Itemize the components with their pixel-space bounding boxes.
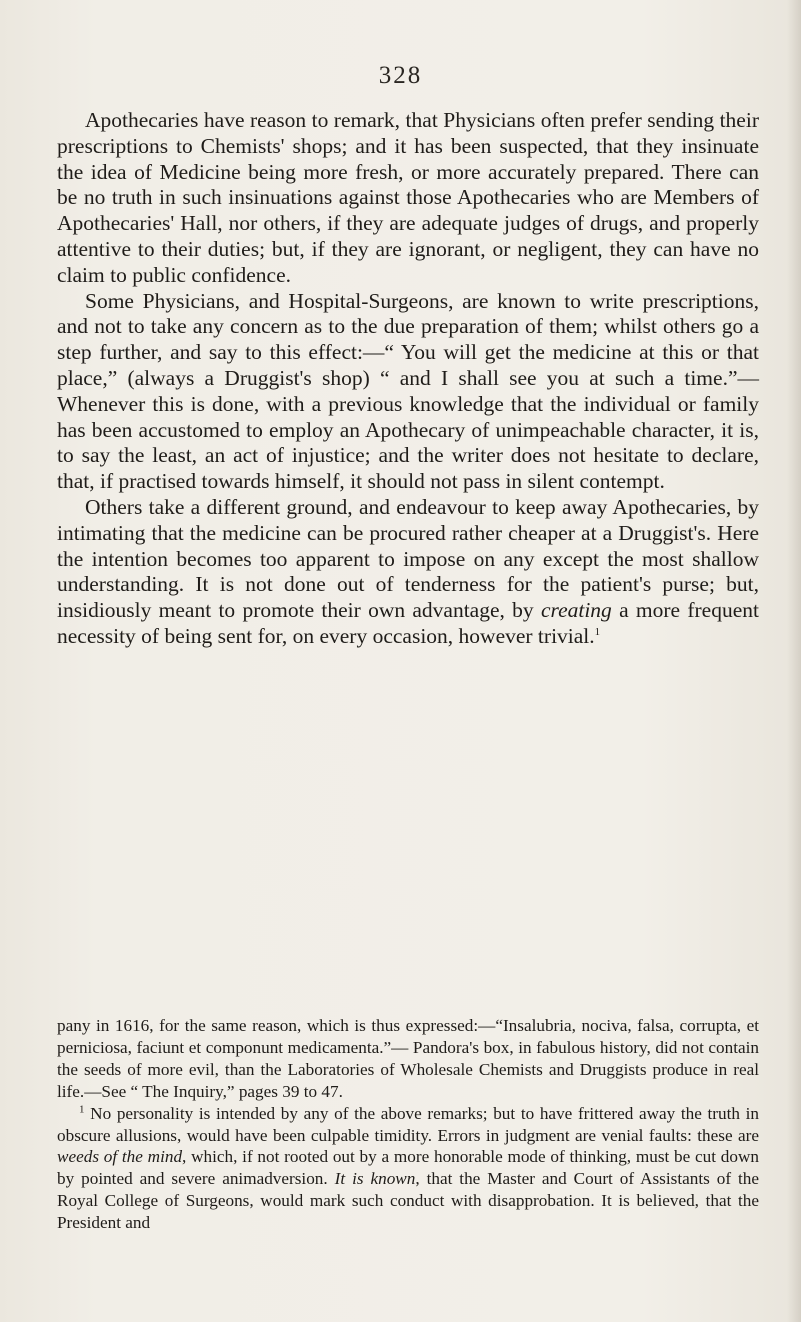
footnote-1-text-2: , which, if not rooted out by a more honorable mode of thinking, must be cut down by pointed and severe animadversion. [57,1147,759,1189]
footnotes [57,1015,759,1234]
paragraph-others-text: Others take a different ground, and endeavour to keep away Apothecaries, by intimating that the medicine can be procured rather cheaper at a Druggist's. Here the intention becomes too apparent to impose on any except the most shallow understanding. It is not done out of tenderness for the patient's purse; but, insidiously meant to promote their own advantage, by [57,494,759,623]
emphasis-it-is-known: It is known [334,1169,416,1189]
paragraph-others-text-end: a more frequent necessity of being sent for, on every occasion, however trivial. [57,598,759,648]
footnote-continuation: pany in 1616, for the same reason, which is thus expressed:—“Insalubria, nociva, falsa, corrupta, et perniciosa, faciunt et componunt medicamenta.”— Pandora's box, in fabulous history, did not contain the seeds of more evil, than the Laboratories of Wholesale Chemists and Druggists produce in real life.—See “ The Inquiry,” pages 39 to 47. [57,1016,759,1101]
footnote-marker: 1 [594,625,601,638]
page-number: 328 [378,62,423,89]
emphasis-creating: creating [540,598,612,623]
footnote-1-text: No personality is intended by any of the above remarks; but to have frittered away the truth in obscure allusions, would have been culpable timidity. Errors in judgment are venial faults: these are [57,1103,759,1145]
main-text [57,108,759,650]
footnote-1-text-3: , that the Master and Court of Assistants of the Royal College of Surgeons, would mark such conduct with disapprobation. It is believed, that the President and [57,1169,759,1233]
page-edge-shadow [787,0,801,1322]
paragraph-others [57,495,759,650]
paragraph-apothecaries: Apothecaries have reason to remark, that Physicians often prefer sending their prescriptions to Chemists' shops; and it has been suspected, that they insinuate the idea of Medicine being more fresh, or more accurately prepared. There can be no truth in such insinuations against those Apothecaries who are Members of Apothecaries' Hall, nor others, if they are adequate judges of drugs, and properly attentive to their duties; but, if they are ignorant, or negligent, they can have no claim to public confidence. [57,108,759,287]
paragraph-physicians: Some Physicians, and Hospital-Surgeons, are known to write prescriptions, and not to take any concern as to the due preparation of them; whilst others go a step further, and say to this effect:—“ You will get the medicine at this or that place,” (always a Druggist's shop) “ and I shall see you at such a time.”—Whenever this is done, with a previous knowledge that the individual or family has been accustomed to employ an Apothecary of unimpeachable character, it is, to say the least, an act of injustice; and the writer does not hesitate to declare, that, if practised towards himself, it should not pass in silent contempt. [57,288,759,494]
footnote-1 [57,1103,759,1234]
footnote-1-marker: 1 [79,1102,85,1115]
emphasis-weeds-of-the-mind: weeds of the mind [57,1147,183,1167]
